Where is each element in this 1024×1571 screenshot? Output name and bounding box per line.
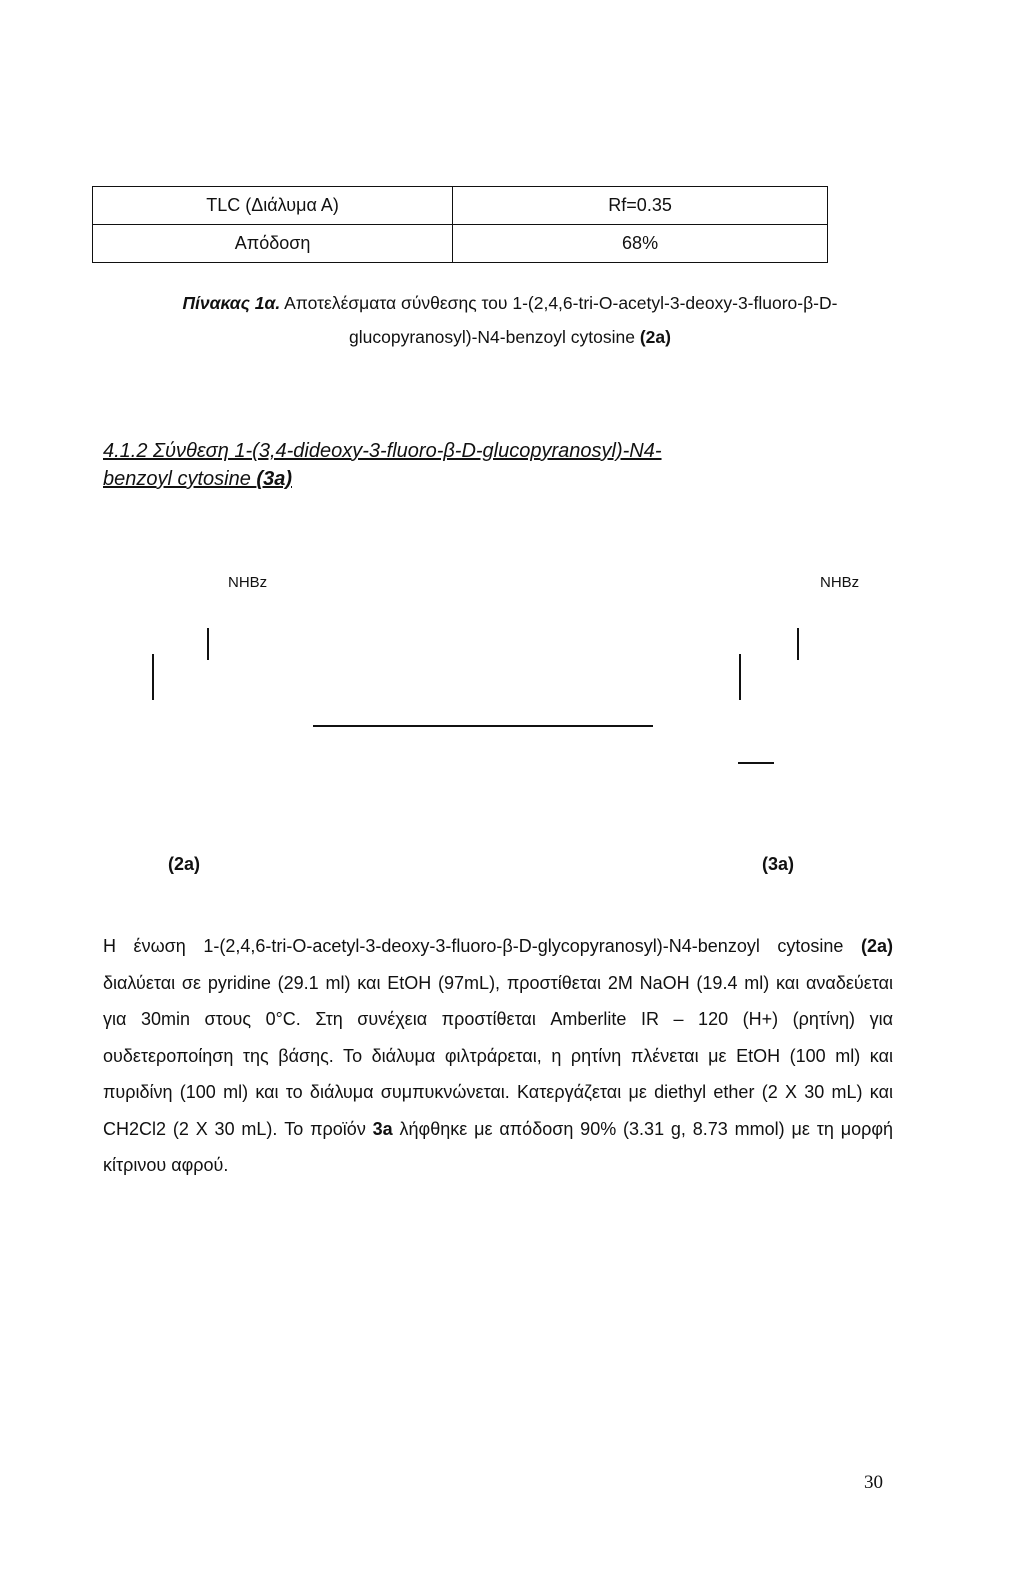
bond-line (152, 654, 154, 700)
caption-compound: (2a) (639, 327, 671, 347)
paragraph-compound: 3a (372, 1118, 393, 1139)
table-cell-value: 68% (453, 225, 828, 263)
table-caption (120, 286, 900, 354)
table-cell-label: Απόδοση (93, 225, 453, 263)
bond-line (739, 654, 741, 700)
bond-line (797, 628, 799, 660)
table-row (93, 187, 828, 225)
procedure-paragraph (103, 928, 893, 1184)
table-row (93, 225, 828, 263)
section-heading (103, 437, 662, 493)
bond-line (207, 628, 209, 660)
table-cell-label: TLC (Διάλυμα Α) (93, 187, 453, 225)
bond-line (738, 762, 774, 764)
compound-label-3a: (3a) (762, 854, 795, 874)
heading-compound: (3a) (256, 468, 292, 490)
paragraph-compound: (2a) (860, 936, 893, 956)
page-number: 30 (864, 1472, 883, 1493)
table-cell-value: Rf=0.35 (453, 187, 828, 225)
reaction-arrow-line (313, 725, 653, 727)
right-nhbz-group: NHBz (820, 574, 860, 591)
paragraph-segment: λήφθηκε με απόδοση 90% (3.31 g, 8.73 mmol) με τη μορφή κίτρινου αφρού. (103, 1118, 893, 1175)
compound-label-2a: (2a) (168, 854, 201, 874)
paragraph-segment: Η ένωση 1-(2,4,6-tri-O-acetyl-3-deoxy-3-fluoro-β-D-glycopyranosyl)-N4-benzoyl cytosine (103, 936, 861, 956)
paragraph-text (103, 928, 893, 1184)
caption-label: Πίνακας 1α. (182, 293, 281, 313)
heading-line-1: 4.1.2 Σύνθεση 1-(3,4-dideoxy-3-fluoro-β-D-glucopyranosyl)-N4- (103, 440, 662, 462)
caption-text: Αποτελέσματα σύνθεσης του 1-(2,4,6-tri-O-acetyl-3-deoxy-3-fluoro-β-D-glucopyranosyl)-N4-benzoyl cytosine (280, 293, 838, 347)
heading-line-2-text: benzoyl cytosine (103, 468, 257, 490)
left-nhbz-group: NHBz (228, 574, 268, 591)
paragraph-segment: διαλύεται σε pyridine (29.1 ml) και EtOH (97mL), προστίθεται 2M NaOH (19.4 ml) και αναδεύεται για 30min στους 0°C. Στη συνέχεια προστίθεται Amberlite IR – 120 (H+) (ρητίνη) για ουδετεροποίηση της βάσης. Το διάλυμα φιλτράρεται, η ρητίνη πλένεται με EtOH (100 ml) και πυριδίνη (100 ml) και το διάλυμα συμπυκνώνεται. Κατεργάζεται με diethyl ether (2 X 30 mL) και CH2Cl2 (2 X 30 mL). Το προϊόν (103, 972, 893, 1139)
tlc-results-table (92, 186, 828, 263)
heading-line-2 (103, 465, 662, 493)
